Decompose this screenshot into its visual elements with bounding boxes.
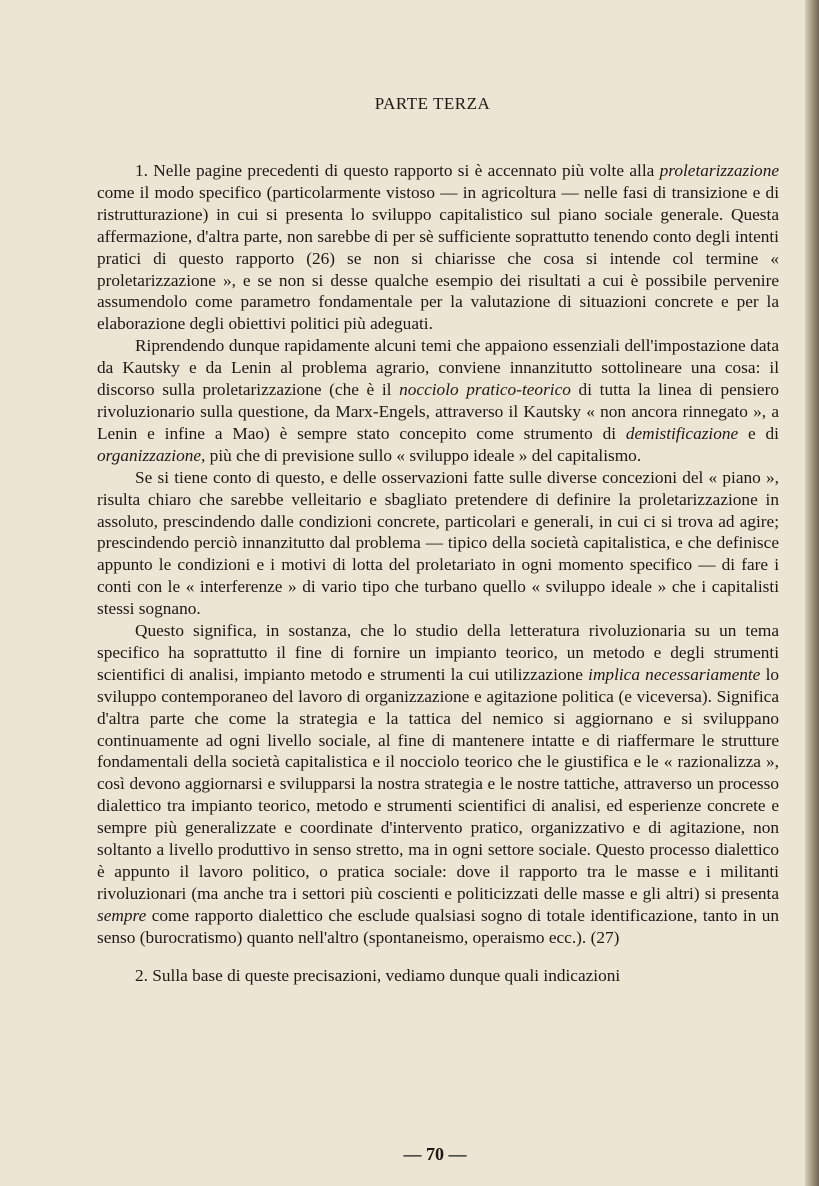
paragraph-2 (97, 335, 779, 466)
paragraph-4 (97, 620, 779, 949)
emphasis: sempre (97, 905, 147, 925)
paragraph-1 (97, 160, 779, 335)
body-text (97, 160, 779, 987)
paragraph-5 (97, 965, 779, 987)
text-run: come rapporto dialettico che esclude qualsiasi sogno di totale identificazione, tanto in un senso (burocratismo) quanto nell'altro (spontaneismo, operaismo ecc.). (27) (97, 905, 779, 947)
text-run: lo sviluppo contemporaneo del lavoro di organizzazione e agitazione politica (e viceversa). Significa d'altra parte che come la strategia e la tattica del nemico si aggiornano e si sviluppano continuamente ad ogni livello sociale, al fine di mantenere intatte e di riaffermare le strutture fondamentali della società capitalistica e il nocciolo teorico che le giustifica e le « razionalizza », così devono aggiornarsi e svilupparsi la nostra strategia e le nostre tattiche, attraverso un processo dialettico tra impianto teorico, metodo e strumenti scientifici di analisi, ed esperienze concrete e sempre più generalizzate e coordinate d'intervento pratico, organizzativo e di agitazione, non soltanto a livello produttivo in senso stretto, ma in ogni settore sociale. Questo processo dialettico è appunto il lavoro politico, o pratica sociale: dove il rapporto tra le masse e i militanti rivoluzionari (ma anche tra i settori più coscienti e politicizzati delle masse e gli altri) si presenta (97, 664, 780, 903)
page-number: — 70 — (403, 1144, 467, 1164)
page-edge-shadow (805, 0, 819, 1186)
chapter-heading: PARTE TERZA (374, 94, 491, 113)
text-run: 1. Nelle pagine precedenti di questo rapporto si è accennato più volte alla (135, 161, 660, 180)
emphasis: nocciolo pratico-teorico (399, 380, 571, 400)
text-run: 2. Sulla base di queste precisazioni, vediamo dunque quali indicazioni (135, 965, 621, 985)
emphasis: organizzazione (97, 445, 202, 465)
text-run: come il modo specifico (particolarmente vistoso — in agricoltura — nelle fasi di transizione e di ristrutturazione) in cui si presenta lo sviluppo capitalistico sul piano sociale generale. Questa affermazione, d'altra parte, non sarebbe di per sè sufficiente soprattutto tenendo conto degli intenti pratici di questo rapporto (26) se non si chiarisse che cosa si intende col termine « proletarizzazione », e se non si desse qualche esempio dei risultati a cui è possibile pervenire assumendolo come parametro fondamentale per la valutazione di situazioni concrete e per la elaborazione degli obiettivi politici più adeguati. (97, 182, 779, 334)
text-run: , più che di previsione sullo « sviluppo ideale » del capitalismo. (201, 445, 642, 465)
emphasis: implica necessariamente (588, 664, 761, 684)
paragraph-3 (97, 467, 779, 620)
emphasis: proletarizzazione (659, 161, 779, 180)
text-run: Questo significa, in sostanza, che lo studio della letteratura rivoluzionaria su un tema specifico ha soprattutto il fine di fornire un impianto teorico, un metodo e degli strumenti scientifici di analisi, impianto metodo e strumenti la cui utilizzazione (97, 621, 779, 684)
text-run: Se si tiene conto di questo, e delle osservazioni fatte sulle diverse concezioni del « piano », risulta chiaro che sarebbe velleitario e sbagliato pretendere di definire la proletarizzazione in assoluto, prescindendo dalle condizioni concrete, particolari e generali, in cui ci si trova ad agire; prescindendo perciò innanzitutto dal problema — tipico della società capitalistica, e che definisce appunto le condizioni e i motivi di lotta del proletariato in ogni momento specifico — di fare i conti con le « interferenze » di vario tipo che turbano quello « sviluppo ideale » che i capitalisti stessi sognano. (97, 467, 779, 619)
text-run: di tutta la linea di pensiero rivoluzionario sulla questione, da Marx-Engels, attraverso il Kautsky « non ancora rinnegato », a Lenin e infine a Mao) è sempre stato concepito come strumento di (97, 380, 780, 443)
text-run: e di (738, 423, 779, 443)
emphasis: demistificazione (625, 423, 739, 443)
text-run: Riprendendo dunque rapidamente alcuni temi che appaiono essenziali dell'impostazione data da Kautsky e da Lenin al problema agrario, conviene innanzitutto sottolineare una cosa: il discorso sulla proletarizzazione (che è il (97, 336, 779, 400)
